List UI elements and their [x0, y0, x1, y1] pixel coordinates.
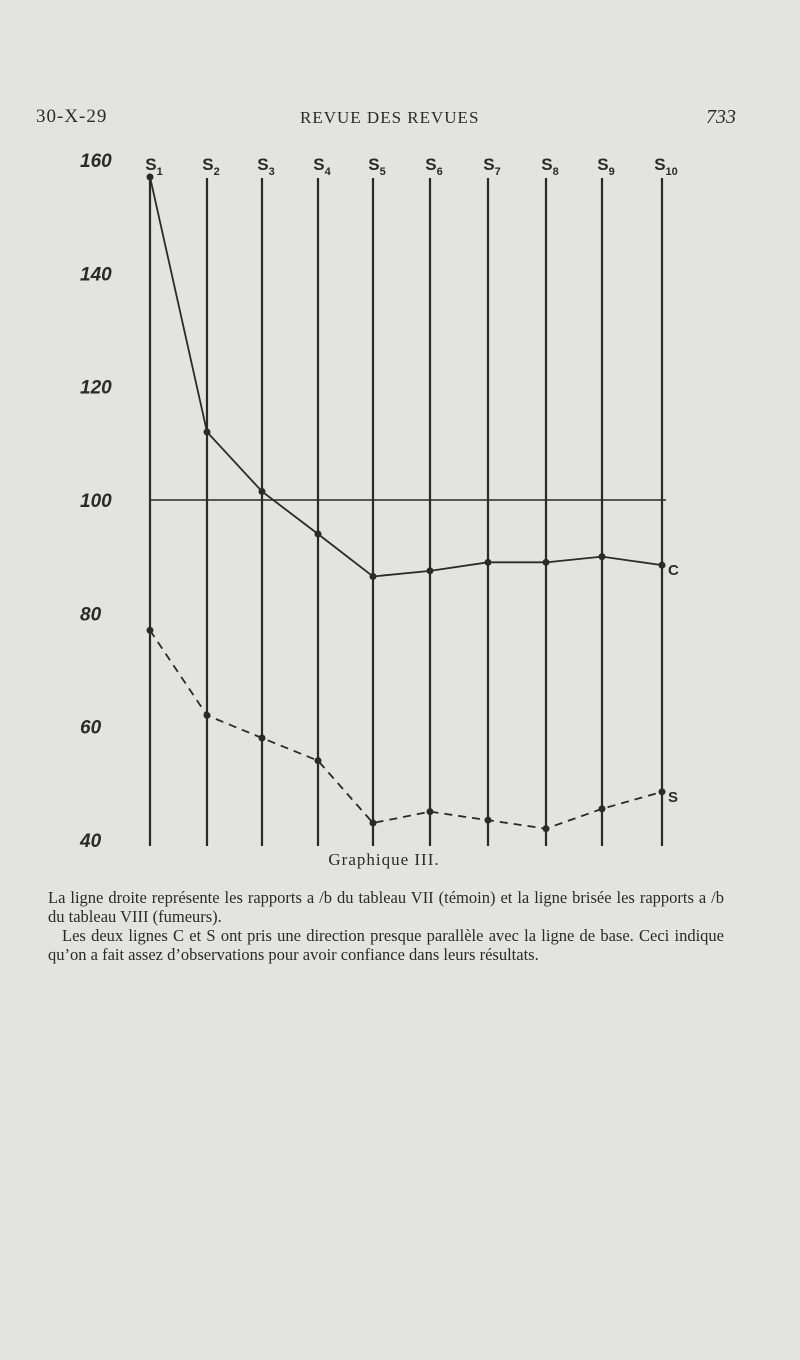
- paragraph-1: La ligne droite représente les rapports a /b du tableau VII (témoin) et la ligne brisée les rapports a /b du tableau VIII (fumeurs).: [48, 888, 724, 926]
- data-point: [259, 488, 266, 495]
- data-point: [315, 757, 322, 764]
- data-point: [370, 820, 377, 827]
- running-title: REVUE DES REVUES: [300, 108, 480, 127]
- data-point: [599, 805, 606, 812]
- y-tick-label: 100: [80, 491, 112, 512]
- y-tick-label: 160: [80, 151, 112, 172]
- category-label: $S_7$: [483, 155, 501, 178]
- data-point: [204, 429, 211, 436]
- data-point: [315, 531, 322, 538]
- y-tick-label: 140: [80, 264, 112, 286]
- category-label: $S_{10}$: [654, 155, 678, 178]
- y-tick-label: 120: [80, 377, 112, 399]
- data-point: [543, 825, 550, 832]
- series-end-label: C: [668, 562, 679, 580]
- header-date: 30-X-29: [36, 106, 108, 127]
- data-point: [427, 567, 434, 574]
- page-header: [36, 106, 736, 134]
- y-tick-label: 40: [80, 831, 102, 850]
- y-tick-label: 80: [80, 604, 102, 626]
- category-label: $S_6$: [425, 155, 443, 178]
- data-point: [659, 562, 666, 569]
- category-label: $S_8$: [541, 155, 559, 178]
- paragraph-2: Les deux lignes C et S ont pris une direction presque parallèle avec la ligne de base. Ceci indique qu’on a fait assez d’observations pour avoir confiance dans leurs résultats.: [48, 926, 724, 964]
- category-label: $S_5$: [368, 155, 386, 178]
- category-label: $S_2$: [202, 155, 220, 178]
- data-point: [543, 559, 550, 566]
- page-number: 733: [706, 106, 736, 128]
- body-text: [48, 888, 724, 964]
- series-end-label: S: [668, 788, 679, 806]
- data-point: [370, 573, 377, 580]
- category-label: $S_9$: [597, 155, 615, 178]
- data-point: [147, 174, 154, 181]
- category-label: $S_4$: [313, 155, 331, 178]
- series-line: [150, 630, 662, 828]
- data-point: [599, 553, 606, 560]
- category-label: $S_1$: [145, 155, 163, 178]
- data-point: [427, 808, 434, 815]
- y-tick-label: 60: [80, 717, 102, 739]
- figure-caption: Graphique III.: [328, 850, 440, 869]
- data-point: [259, 735, 266, 742]
- series-line: [150, 177, 662, 577]
- category-label: $S_3$: [257, 155, 275, 178]
- data-point: [659, 788, 666, 795]
- line-chart: [0, 140, 800, 850]
- data-point: [147, 627, 154, 634]
- data-point: [204, 712, 211, 719]
- data-point: [485, 817, 492, 824]
- data-point: [485, 559, 492, 566]
